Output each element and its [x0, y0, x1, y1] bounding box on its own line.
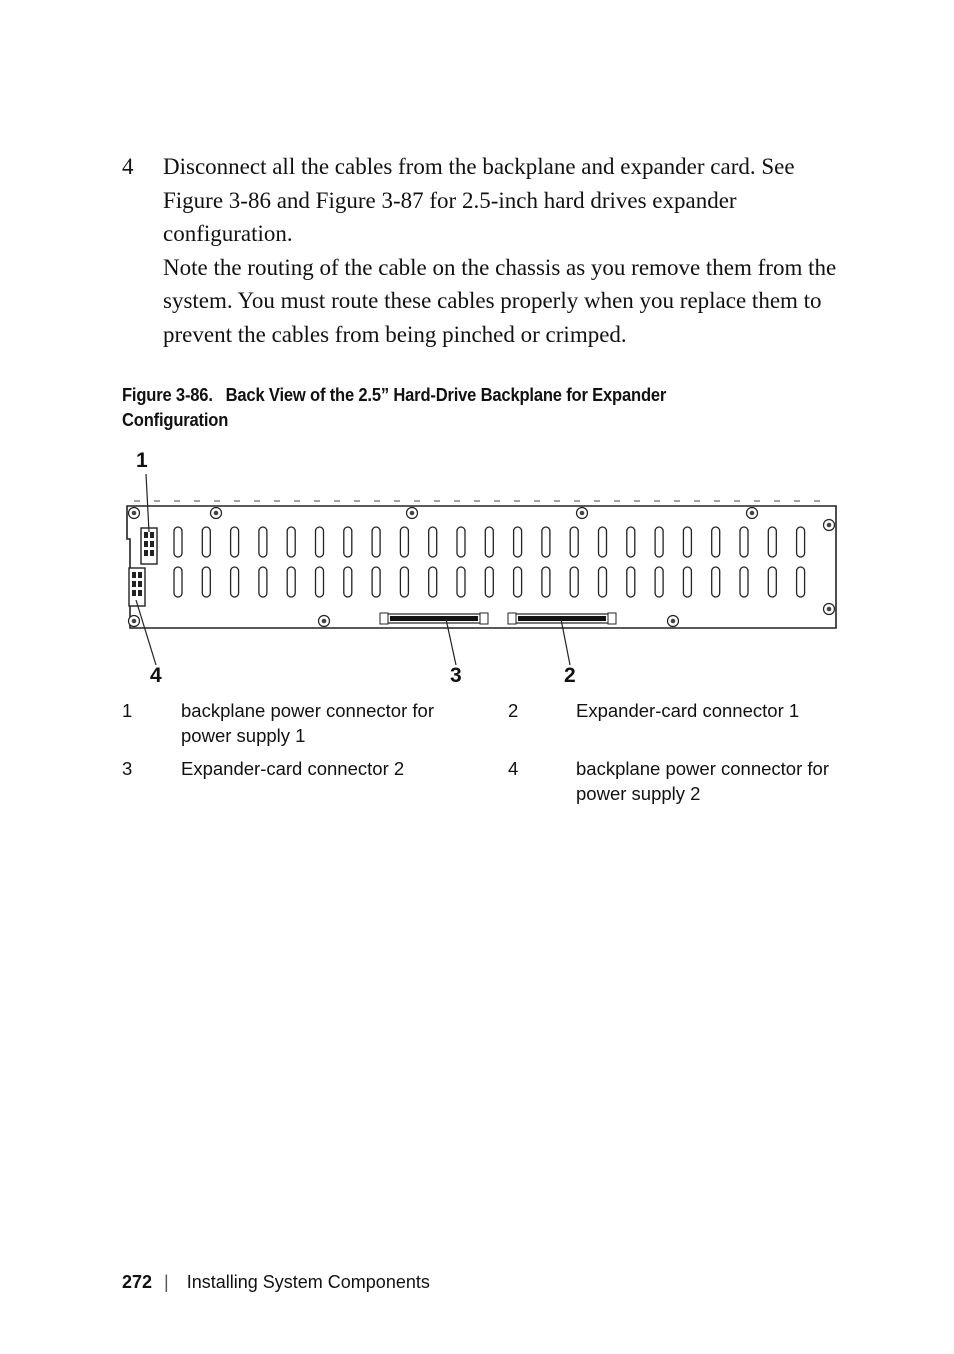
screw-hole-center: [580, 511, 585, 516]
drive-slot: [202, 527, 210, 557]
legend-number: 3: [122, 758, 133, 779]
legend-number: 4: [508, 758, 519, 779]
callout-2: 2: [564, 664, 576, 687]
drive-slot: [259, 527, 267, 557]
drive-slot: [429, 567, 437, 597]
legend-number: 2: [508, 700, 519, 721]
drive-slot: [599, 527, 607, 557]
step-text: [163, 150, 843, 351]
drive-slot: [768, 567, 776, 597]
drive-slot: [768, 527, 776, 557]
legend-text: backplane power connector for power supply 2: [576, 758, 829, 804]
drive-slot: [712, 567, 720, 597]
screw-hole-center: [827, 523, 832, 528]
legend-row: [122, 698, 842, 756]
drive-slot: [485, 567, 493, 597]
drive-slot: [599, 567, 607, 597]
drive-slot: [712, 527, 720, 557]
screw-hole-center: [322, 619, 327, 624]
drive-slot: [655, 567, 663, 597]
drive-slot: [372, 567, 380, 597]
screw-hole-center: [750, 511, 755, 516]
backplane-figure: [120, 444, 850, 694]
drive-slot: [570, 527, 578, 557]
drive-slot: [740, 527, 748, 557]
drive-slot: [514, 527, 522, 557]
legend-row: [122, 756, 842, 814]
power-connector-1: [141, 528, 157, 564]
drive-slot: [174, 567, 182, 597]
drive-slot: [740, 567, 748, 597]
screw-hole-center: [214, 511, 219, 516]
callout-1-leader: [146, 474, 149, 532]
screw-hole-center: [827, 607, 832, 612]
figure-caption: [122, 383, 711, 433]
drive-slot: [457, 527, 465, 557]
drive-slot: [344, 527, 352, 557]
drive-slot: [174, 527, 182, 557]
step-number: 4: [122, 154, 134, 179]
drive-slot: [287, 527, 295, 557]
drive-slot: [429, 527, 437, 557]
drive-slot: [797, 527, 805, 557]
drive-slot: [485, 527, 493, 557]
figure-legend: [122, 698, 842, 814]
screw-hole-center: [671, 619, 676, 624]
footer-separator: |: [164, 1272, 169, 1292]
drive-slot: [202, 567, 210, 597]
drive-slot: [570, 567, 578, 597]
page-footer: [122, 1272, 430, 1293]
figure-title: Back View of the 2.5” Hard-Drive Backplane for Expander Configuration: [122, 385, 667, 430]
drive-slot: [627, 527, 635, 557]
drive-slot: [316, 567, 324, 597]
drive-slot: [400, 567, 408, 597]
drive-slot: [287, 567, 295, 597]
legend-text: Expander-card connector 2: [181, 758, 405, 779]
callout-4-leader: [136, 600, 156, 665]
drive-slot: [627, 567, 635, 597]
callout-3: 3: [450, 664, 462, 687]
backplane-diagram: [120, 444, 850, 694]
screw-hole-center: [132, 511, 137, 516]
legend-text: backplane power connector for power supply 1: [181, 700, 434, 746]
drive-slot: [231, 527, 239, 557]
expander-card-connector-2: [380, 613, 488, 624]
screw-hole-center: [410, 511, 415, 516]
drive-slot: [344, 567, 352, 597]
footer-section: Installing System Components: [186, 1272, 430, 1292]
legend-text: Expander-card connector 1: [576, 700, 800, 721]
step-paragraph-2: Note the routing of the cable on the chassis as you remove them from the system. You must route these cables properly when you replace them to prevent the cables from being pinched or crimped.: [163, 254, 837, 347]
drive-slot: [655, 527, 663, 557]
drive-slot: [259, 567, 267, 597]
drive-slot: [797, 567, 805, 597]
drive-slot: [542, 527, 550, 557]
drive-slot: [542, 567, 550, 597]
step-paragraph-1: Disconnect all the cables from the backplane and expander card. See Figure 3-86 and Figure 3-87 for 2.5-inch hard drives expander configuration.: [163, 154, 795, 246]
drive-slot: [514, 567, 522, 597]
drive-slot: [316, 527, 324, 557]
drive-slot: [683, 567, 691, 597]
callout-2-leader: [561, 619, 570, 665]
callout-3-leader: [446, 619, 456, 665]
callout-4: 4: [150, 664, 162, 687]
drive-slot: [231, 567, 239, 597]
legend-number: 1: [122, 700, 133, 721]
drive-slot: [457, 567, 465, 597]
drive-slot: [372, 527, 380, 557]
page-number: 272: [122, 1272, 153, 1292]
screw-hole-center: [132, 619, 137, 624]
drive-slot: [400, 527, 408, 557]
power-connector-2: [129, 568, 145, 606]
figure-label: Figure 3-86.: [122, 385, 213, 405]
drive-slot: [683, 527, 691, 557]
callout-1: 1: [136, 449, 148, 472]
